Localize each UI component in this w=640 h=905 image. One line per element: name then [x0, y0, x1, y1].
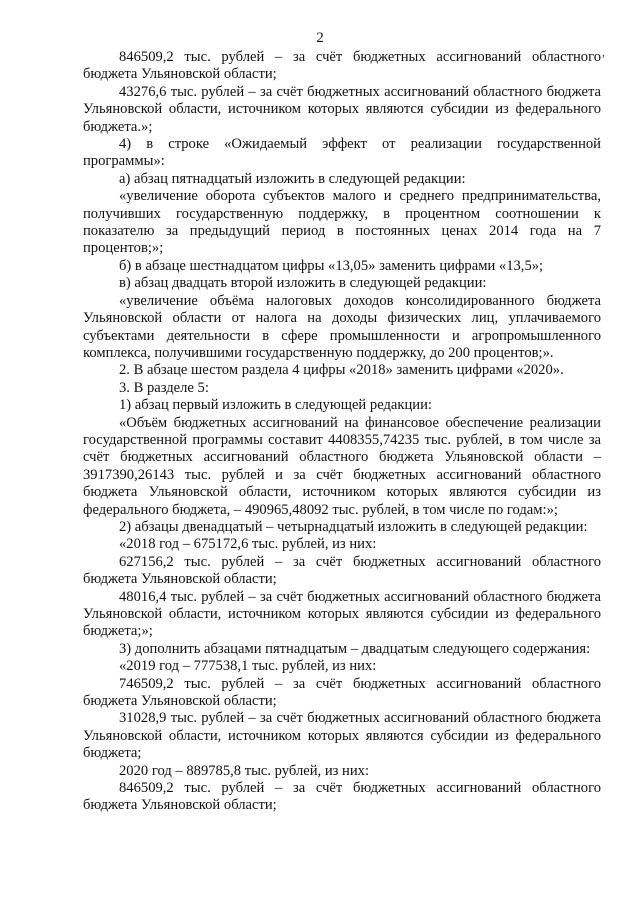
page-number: 2	[316, 30, 324, 46]
document-body	[83, 49, 601, 815]
paragraph: а) абзац пятнадцатый изложить в следующей редакции:	[119, 170, 466, 187]
paragraph: 846509,2 тыс. рублей – за счёт бюджетных ассигнований областного бюджета Ульяновской области;	[83, 49, 601, 83]
paragraph: 3) дополнить абзацами пятнадцатым – двадцатым следующего содержания:	[119, 640, 591, 657]
paragraph: 31028,9 тыс. рублей – за счёт бюджетных ассигнований областного бюджета Ульяновской области, источником которых являются субсидии из федерального бюджета;	[83, 710, 601, 762]
scan-mark: ,	[602, 45, 605, 59]
paragraph: «увеличение оборота субъектов малого и среднего предпринимательства, получивших государственную поддержку, в процентном соотношении к показателю за предыдущий период в постоянных ценах 2014 года на 7 процентов;»;	[83, 188, 601, 257]
paragraph: «2019 год – 777538,1 тыс. рублей, из них:	[119, 658, 377, 675]
paragraph: 1) абзац первый изложить в следующей редакции:	[119, 397, 432, 414]
paragraph: 48016,4 тыс. рублей – за счёт бюджетных ассигнований областного бюджета Ульяновской области, источником которых являются субсидии из федерального бюджета;»;	[83, 588, 601, 640]
paragraph: 746509,2 тыс. рублей – за счёт бюджетных ассигнований областного бюджета Ульяновской области;	[83, 675, 601, 710]
paragraph: «увеличение объёма налоговых доходов консолидированного бюджета Ульяновской области от налога на доходы физических лиц, уплачиваемого субъектами деятельности в сфере промышленности и агропромышленного комплекса, получившими государственную поддержку, до 200 процентов;».	[83, 292, 601, 361]
paragraph: 43276,6 тыс. рублей – за счёт бюджетных ассигнований областного бюджета Ульяновской области, источником которых являются субсидии из федерального бюджета.»;	[83, 83, 601, 135]
paragraph: 846509,2 тыс. рублей – за счёт бюджетных ассигнований областного бюджета Ульяновской области;	[83, 780, 601, 814]
paragraph: 3. В разделе 5:	[119, 379, 209, 396]
paragraph: 2020 год – 889785,8 тыс. рублей, из них:	[119, 762, 370, 779]
paragraph: 2) абзацы двенадцатый – четырнадцатый изложить в следующей редакции:	[119, 518, 588, 535]
paragraph: «Объём бюджетных ассигнований на финансовое обеспечение реализации государственной программы составит 4408355,74235 тыс. рублей, в том числе за счёт бюджетных ассигнований областного бюджета Ульяновской области – 3917390,26143 тыс. рублей и за счёт бюджетных ассигнований областного бюджета Ульяновской области, источником которых являются субсидии из федерального бюджета, – 490965,48092 тыс. рублей, в том числе по годам:»;	[83, 414, 601, 518]
paragraph: 4) в строке «Ожидаемый эффект от реализации государственной программы»:	[83, 136, 601, 170]
paragraph: 627156,2 тыс. рублей – за счёт бюджетных ассигнований областного бюджета Ульяновской области;	[83, 553, 601, 588]
paragraph: в) абзац двадцать второй изложить в следующей редакции:	[119, 275, 487, 292]
paragraph: б) в абзаце шестнадцатом цифры «13,05» заменить цифрами «13,5»;	[119, 257, 544, 274]
paragraph: «2018 год – 675172,6 тыс. рублей, из них:	[119, 536, 377, 553]
paragraph: 2. В абзаце шестом раздела 4 цифры «2018» заменить цифрами «2020».	[119, 362, 564, 379]
